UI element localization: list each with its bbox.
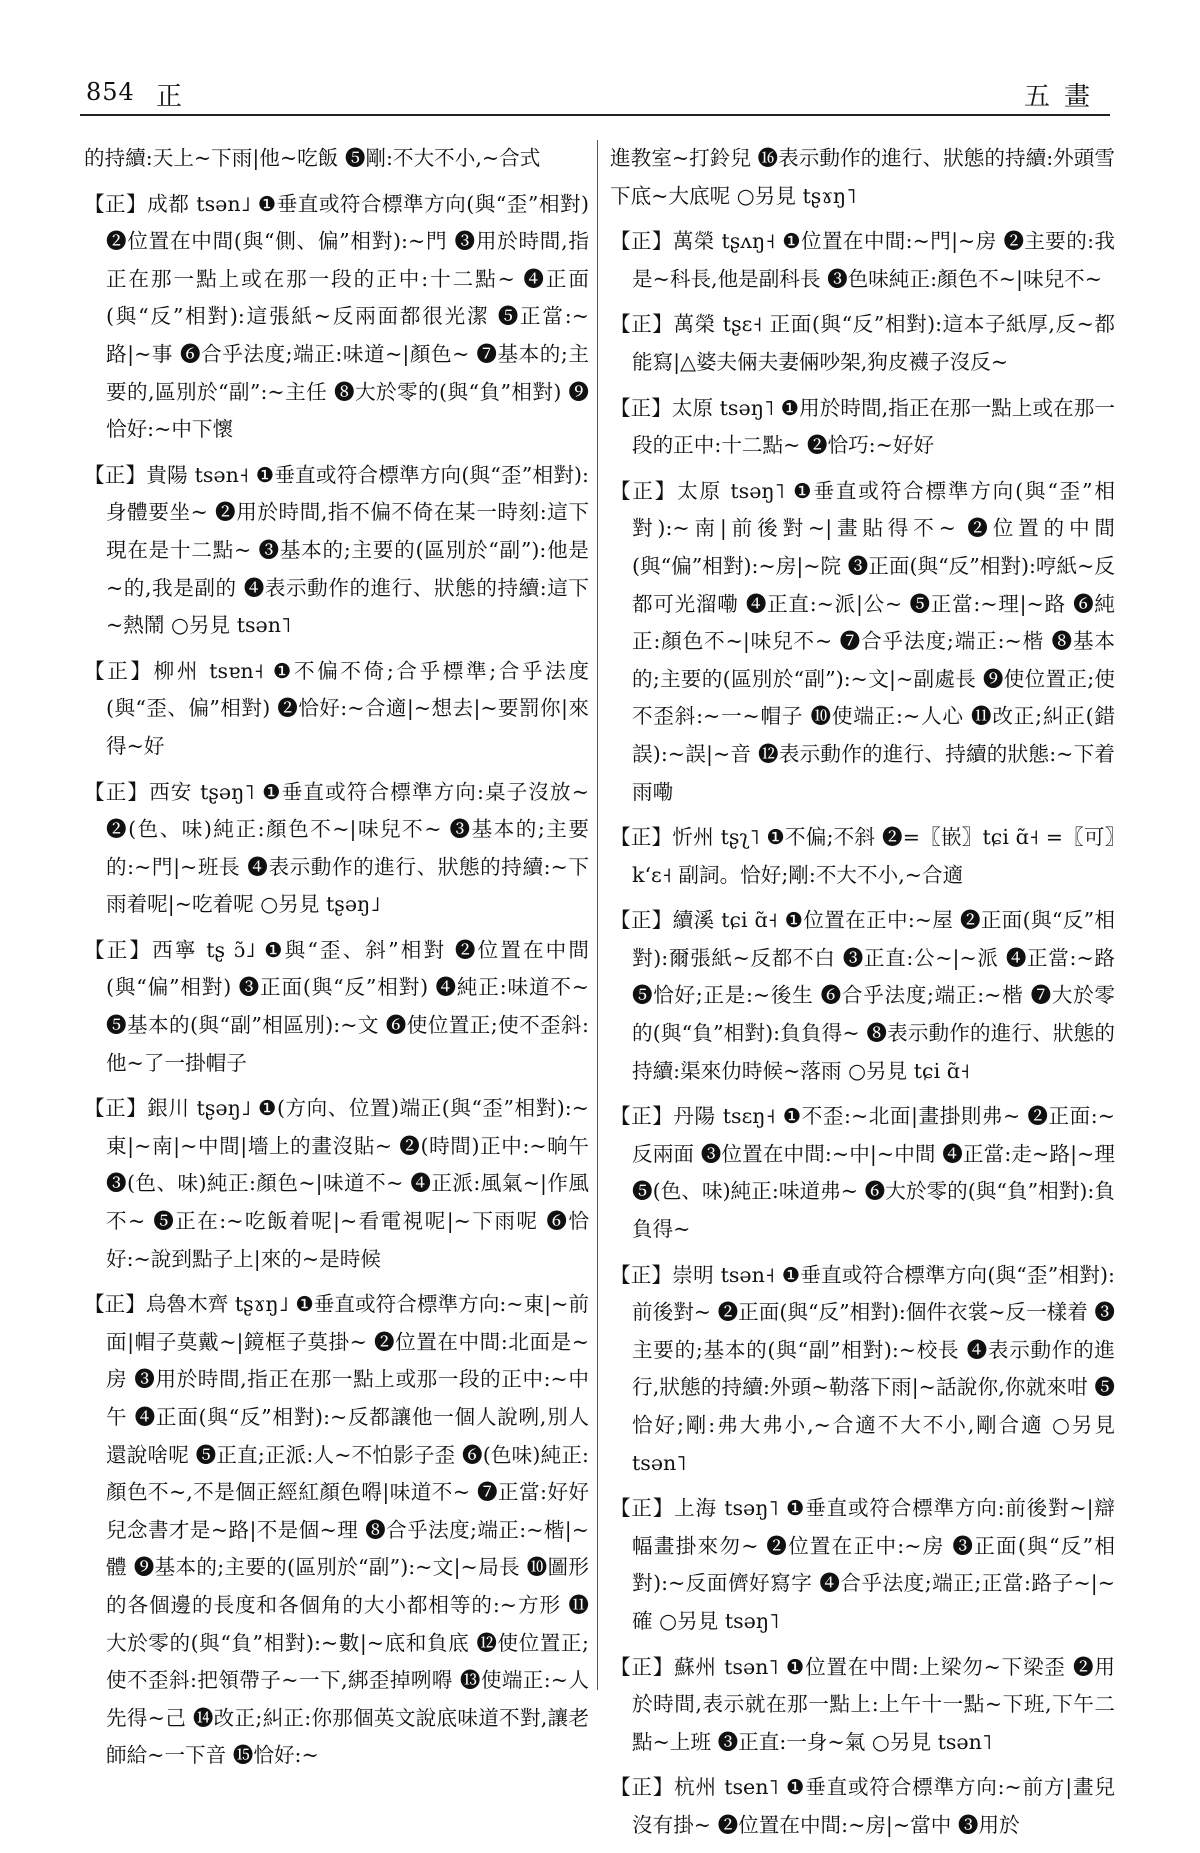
entry-liuzhou: 【正】柳州 tsɐn˧ ❶不偏不倚;合乎標準;合乎法度(與“歪、偏”相對) ❷恰好:~合適|~想去|~要罰你|來得~好: [84, 658, 589, 758]
page-header: [80, 70, 1110, 116]
entry-danyang: 【正】丹陽 tsɛŋ˧ ❶不歪:~北面|畫掛則弗~ ❷正面:~反兩面 ❸位置在中間:~中|~中間 ❹正當:走~路|~理 ❺(色、味)純正:味道弗~ ❻大於零的(與“負”相對):負負得~: [610, 1104, 1115, 1242]
entry-guiyang: 【正】貴陽 tsən˧ ❶垂直或符合標準方向(與“歪”相對):身體要坐~ ❷用於時間,指不偏不倚在某一時刻:這下現在是十二點~ ❸基本的;主要的(區別於“副”):他是~的,我是副的 ❹表示動作的進行、狀態的持續:這下~熱鬧 ○另見 tsən˥: [84, 462, 589, 638]
entry-chengdu: 【正】成都 tsən˩ ❶垂直或符合標準方向(與“歪”相對) ❷位置在中間(與“側、偏”相對):~門 ❸用於時間,指正在那一點上或在那一段的正中:十二點~ ❹正面(與“反”相對):這張紙~反兩面都很光潔 ❺正當:~路|~事 ❻合乎法度;端正:味道~|顏色~ ❼基本的;主要的,區別於“副”:~主任 ❽大於零的(與“負”相對) ❾恰好:~中下懷: [84, 191, 589, 442]
entry-taiyuan-2: 【正】太原 tsəŋ˥ ❶垂直或符合標準方向(與“歪”相對):~南|前後對~|畫貼得不~ ❷位置的中間(與“偏”相對):~房|~院 ❸正面(與“反”相對):哼紙~反都可光溜嘞 ❹正直:~派|公~ ❺正當:~理|~路 ❻純正:顏色不~|味兒不~ ❼合乎法度;端正:~楷 ❽基本的;主要的(區別於“副”):~文|~副處長 ❾使位置正;使不歪斜:~一~帽子 ❿使端正:~人心 ⓫改正;糾正(錯誤):~誤|~音 ⓬表示動作的進行、持續的狀態:~下着雨嘞: [610, 478, 1115, 804]
entry-xian: 【正】西安 tʂəŋ˥ ❶垂直或符合標準方向:桌子沒放~ ❷(色、味)純正:顏色不~|味兒不~ ❸基本的;主要的:~門|~班長 ❹表示動作的進行、狀態的持續:~下雨着呢|~吃着呢 ○另見 tʂəŋ˩: [84, 779, 589, 917]
left-column: [84, 140, 589, 1783]
entry-wanrong-2: 【正】萬榮 tʂɛ˧ 正面(與“反”相對):這本子紙厚,反~都能寫|△婆夫倆夫妻倆吵架,狗皮襪子沒反~: [610, 312, 1115, 374]
entry-chongming: 【正】崇明 tsən˧ ❶垂直或符合標準方向(與“歪”相對):前後對~ ❷正面(與“反”相對):個件衣裳~反一樣着 ❸主要的;基本的(與“副”相對):~校長 ❹表示動作的進行,狀態的持續:外頭~勒落下雨|~話說你,你就來咁 ❺恰好;剛:弗大弗小,~合適不大不小,剛合適 ○另見 tsən˥: [610, 1262, 1115, 1475]
entry-yinchuan: 【正】銀川 tʂəŋ˩ ❶(方向、位置)端正(與“歪”相對):~東|~南|~中間|墻上的畫沒貼~ ❷(時間)正中:~晌午 ❸(色、味)純正:顏色~|味道不~ ❹正派:風氣~|作風不~ ❺正在:~吃飯着呢|~看電視呢|~下雨呢 ❻恰好:~說到點子上|來的~是時候: [84, 1096, 589, 1271]
right-column: [610, 140, 1115, 1853]
entry-continuation: 進教室~打鈴兒 ⓰表示動作的進行、狀態的持續:外頭雪下底~大底呢 ○另見 tʂɤŋ˥: [610, 146, 1115, 208]
entry-jixi: 【正】續溪 tɕi ɑ̃˧ ❶位置在正中:~屋 ❷正面(與“反”相對):爾張紙~反都不白 ❸正直:公~|~派 ❹正當:~路 ❺恰好;正是:~後生 ❻合乎法度;端正:~楷 ❼大於零的(與“負”相對):負負得~ ❽表示動作的進行、狀態的持續:渠來仂時候~落雨 ○另見 tɕi ɑ̃˧: [610, 908, 1115, 1083]
entry-taiyuan-1: 【正】太原 tsəŋ˥ ❶用於時間,指正在那一點上或在那一段的正中:十二點~ ❷恰巧:~好好: [610, 395, 1115, 458]
entry-shanghai: 【正】上海 tsəŋ˥ ❶垂直或符合標準方向:前後對~|辯幅畫掛來勿~ ❷位置在正中:~房 ❸正面(與“反”相對):~反面儕好寫字 ❹合乎法度;端正;正當:路子~|~確 ○另見 tsəŋ˥: [610, 1496, 1115, 1633]
entry-urumqi: 【正】烏魯木齊 tʂɤŋ˩ ❶垂直或符合標準方向:~東|~前面|帽子莫戴~|鏡框子莫掛~ ❷位置在中間:北面是~房 ❸用於時間,指正在那一點上或那一段的正中:~中午 ❹正面(與“反”相對):~反都讓他一個人說咧,別人還說啥呢 ❺正直;正派:人~不怕影子歪 ❻(色味)純正:顏色不~,不是個正經紅顏色嘚|味道不~ ❼正當:好好兒念書才是~路|不是個~理 ❽合乎法度;端正:~楷|~體 ❾基本的;主要的(區別於“副”):~文|~局長 ❿圖形的各個邊的長度和各個角的大小都相等的:~方形 ⓫大於零的(與“負”相對):~數|~底和負底 ⓬使位置正;使不歪斜:把領帶子~一下,綁歪掉咧嘚 ⓭使端正:~人先得~己 ⓮改正;糾正:你那個英文說底味道不對,讓老師給~一下音 ⓯恰好:~: [84, 1292, 589, 1768]
page-number: 854: [86, 78, 135, 106]
entry-xinzhou: 【正】忻州 tʂʅ˥ ❶不偏;不斜 ❷=〖嵌〗tɕi ɑ̃˧ =〖可〗kʻɛ˧ 副詞。恰好;剛:不大不小,~合適: [610, 825, 1115, 887]
entry-wanrong-1: 【正】萬榮 tʂʌŋ˧ ❶位置在中間:~門|~房 ❷主要的:我是~科長,他是副科長 ❸色味純正:顏色不~|味兒不~: [610, 229, 1115, 291]
entry-suzhou: 【正】蘇州 tsən˥ ❶位置在中間:上梁勿~下梁歪 ❷用於時間,表示就在那一點上:上午十一點~下班,下午二點~上班 ❸正直:一身~氣 ○另見 tsən˥: [610, 1654, 1115, 1754]
entry-hangzhou: 【正】杭州 tsen˥ ❶垂直或符合標準方向:~前方|畫兒沒有掛~ ❷位置在中間:~房|~當中 ❸用於: [610, 1775, 1115, 1837]
entry-continuation: 的持續:天上~下雨|他~吃飯 ❺剛:不大不小,~合式: [84, 146, 541, 170]
section-title: 五畫: [1023, 82, 1104, 112]
column-divider: [597, 140, 598, 1690]
entry-xining: 【正】西寧 tʂ ɔ̃˩ ❶與“歪、斜”相對 ❷位置在中間(與“偏”相對) ❸正面(與“反”相對) ❹純正:味道不~ ❺基本的(與“副”相區別):~文 ❻使位置正;使不歪斜:他~了一掛帽子: [84, 937, 589, 1075]
head-character: 正: [156, 82, 183, 112]
